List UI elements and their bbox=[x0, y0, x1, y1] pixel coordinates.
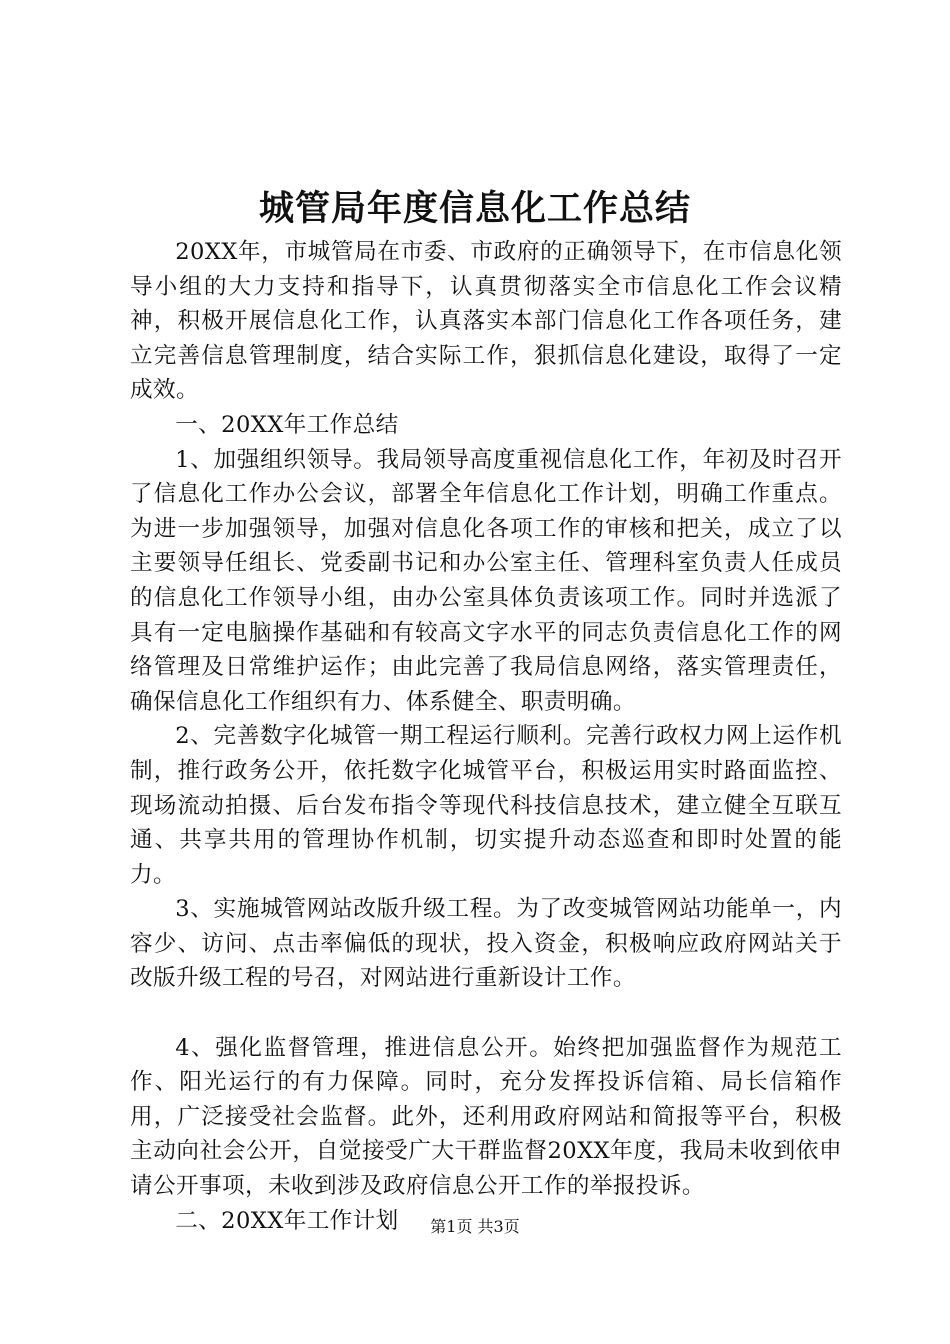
paragraph-item-1: 1、加强组织领导。我局领导高度重视信息化工作，年初及时召开了信息化工作办公会议，部署全年信息化工作计划，明确工作重点。为进一步加强领导，加强对信息化各项工作的审核和把关，成立了以主要领导任组长、党委副书记和办公室主任、管理科室负责人任成员的信息化工作领导小组，由办公室具体负责该项工作。同时并选派了具有一定电脑操作基础和有较高文字水平的同志负责信息化工作的网络管理及日常维护运作；由此完善了我局信息网络，落实管理责任，确保信息化工作组织有力、体系健全、职责明确。 bbox=[130, 446, 842, 715]
document-title: 城管局年度信息化工作总结 bbox=[258, 188, 691, 229]
document-body bbox=[130, 235, 842, 1238]
page-number-footer: 第1页 共3页 bbox=[430, 1217, 520, 1236]
section-heading-summary: 一、20XX年工作总结 bbox=[175, 411, 399, 438]
paragraph-item-2: 2、完善数字化城管一期工程运行顺利。完善行政权力网上运作机制，推行政务公开，依托数字化城管平台，积极运用实时路面监控、现场流动拍摄、后台发布指令等现代科技信息技术，建立健全互联互通、共享共用的管理协作机制，切实提升动态巡查和即时处置的能力。 bbox=[130, 723, 842, 888]
section-heading-plan: 二、20XX年工作计划 bbox=[175, 1207, 399, 1234]
paragraph-item-3: 3、实施城管网站改版升级工程。为了改变城管网站功能单一，内容少、访问、点击率偏低的现状，投入资金，积极响应政府网站关于改版升级工程的号召，对网站进行重新设计工作。 bbox=[130, 896, 842, 992]
paragraph-spacer bbox=[130, 996, 842, 1031]
paragraph-item-4: 4、强化监督管理，推进信息公开。始终把加强监督作为规范工作、阳光运行的有力保障。同时，充分发挥投诉信箱、局长信箱作用，广泛接受社会监督。此外，还利用政府网站和简报等平台，积极主动向社会公开，自觉接受广大干群监督20XX年度，我局未收到依申请公开事项，未收到涉及政府信息公开工作的举报投诉。 bbox=[130, 1034, 842, 1200]
intro-paragraph: 20XX年，市城管局在市委、市政府的正确领导下，在市信息化领导小组的大力支持和指导下，认真贯彻落实全市信息化工作会议精神，积极开展信息化工作，认真落实本部门信息化工作各项任务，建立完善信息管理制度，结合实际工作，狠抓信息化建设，取得了一定成效。 bbox=[130, 239, 842, 404]
